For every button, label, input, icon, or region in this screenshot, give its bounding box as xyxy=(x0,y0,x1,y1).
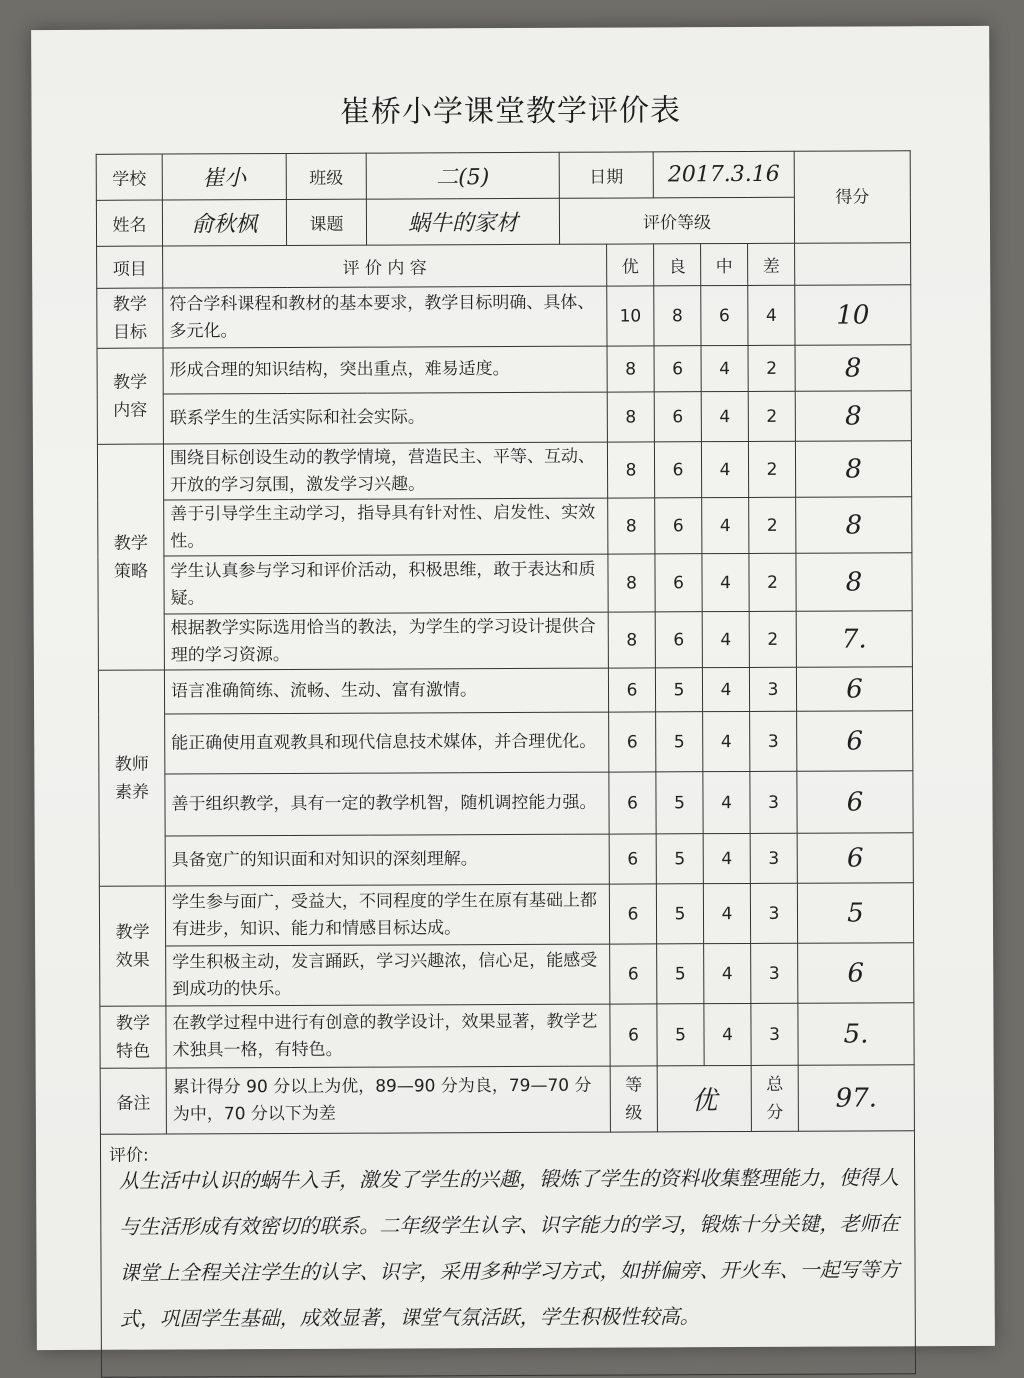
awarded-score: 8 xyxy=(795,391,911,442)
criteria-text: 学生认真参与学习和评价活动，积极思维，敢于表达和质疑。 xyxy=(164,554,608,614)
section-label: 教学内容 xyxy=(97,348,163,444)
item-label: 项目 xyxy=(97,246,163,288)
level-label: 等级 xyxy=(610,1066,657,1132)
points-you: 6 xyxy=(609,772,656,834)
criteria-row xyxy=(99,833,913,887)
awarded-score: 6 xyxy=(796,667,912,712)
points-you: 8 xyxy=(607,442,654,498)
points-you: 6 xyxy=(609,884,656,944)
awarded-score: 8 xyxy=(795,441,911,498)
points-you: 8 xyxy=(608,498,655,554)
level-value: 优 xyxy=(657,1065,751,1131)
points-cha: 3 xyxy=(750,771,797,833)
name-value: 俞秋枫 xyxy=(162,199,286,246)
points-zhong: 4 xyxy=(701,391,748,441)
points-liang: 6 xyxy=(654,346,701,392)
points-you: 6 xyxy=(610,944,657,1004)
section-label: 教学特色 xyxy=(100,1006,166,1068)
criteria-row xyxy=(99,771,913,837)
points-cha: 2 xyxy=(748,345,795,391)
awarded-score: 6 xyxy=(798,943,914,1004)
criteria-row xyxy=(99,883,913,947)
remarks-text: 累计得分 90 分以上为优，89—90 分为良，79—70 分为中，70 分以下为差 xyxy=(166,1066,610,1134)
class-label: 班级 xyxy=(286,153,366,199)
points-cha: 2 xyxy=(748,441,795,497)
criteria-text: 能正确使用直观教具和现代信息技术媒体，并合理优化。 xyxy=(165,712,609,774)
remarks-label: 备注 xyxy=(100,1068,166,1134)
points-liang: 5 xyxy=(656,772,703,834)
points-liang: 6 xyxy=(655,554,702,612)
points-liang: 5 xyxy=(656,712,703,772)
comment-label: 评价: xyxy=(108,1145,149,1166)
criteria-text: 语言准确简练、流畅、生动、富有激情。 xyxy=(164,668,608,714)
criteria-row xyxy=(97,391,911,445)
points-cha: 3 xyxy=(750,711,797,771)
points-liang: 6 xyxy=(655,498,702,554)
points-liang: 5 xyxy=(657,1004,704,1066)
points-liang: 5 xyxy=(656,834,703,884)
criteria-row xyxy=(97,441,911,501)
points-you: 6 xyxy=(610,1004,657,1066)
topic-label: 课题 xyxy=(286,199,366,245)
evaluation-sheet xyxy=(31,26,995,1350)
points-cha: 2 xyxy=(749,497,796,553)
criteria-text: 学生积极主动，发言踊跃，学习兴趣浓，信心足，能感受到成功的快乐。 xyxy=(166,944,610,1006)
rating-label: 评价等级 xyxy=(559,197,794,244)
header-row-3 xyxy=(97,243,911,289)
points-liang: 5 xyxy=(656,884,703,944)
points-you: 10 xyxy=(607,286,654,346)
points-zhong: 6 xyxy=(701,285,748,345)
points-you: 8 xyxy=(607,392,654,442)
points-you: 6 xyxy=(609,834,656,884)
criteria-text: 具备宽广的知识面和对知识的深刻理解。 xyxy=(165,834,609,886)
points-liang: 5 xyxy=(655,668,702,712)
criteria-text: 善于引导学生主动学习，指导具有针对性、启发性、实效性。 xyxy=(164,498,608,556)
criteria-text: 善于组织教学，具有一定的教学机智，随机调控能力强。 xyxy=(165,772,609,836)
awarded-score: 6 xyxy=(797,711,913,772)
section-label: 教师素养 xyxy=(98,670,165,886)
comment-text: 从生活中认识的蜗牛入手，激发了学生的兴趣，锻炼了学生的资料收集整理能力，使得人与生活形成有效密切的联系。二年级学生认字、识字能力的学习，锻炼十分关键，老师在课堂上全程关注学生的认字、识字，采用多种学习方式，如拼偏旁、开火车、一起写等方式，巩固学生基础，成效显著，课堂气氛活跃，学生积极性较高。 xyxy=(119,1165,900,1331)
header-row-2 xyxy=(96,197,910,247)
section-label: 教学策略 xyxy=(97,444,164,670)
criteria-row xyxy=(99,711,913,775)
points-zhong: 4 xyxy=(702,553,749,611)
evaluation-table xyxy=(96,150,916,1378)
grade-zhong-label: 中 xyxy=(701,243,748,285)
points-zhong: 4 xyxy=(701,345,748,391)
criteria-text: 根据教学实际选用恰当的教法，为学生的学习设计提供合理的学习资源。 xyxy=(164,612,608,670)
points-zhong: 4 xyxy=(703,883,750,943)
awarded-score: 7. xyxy=(796,611,912,668)
points-zhong: 4 xyxy=(702,611,749,667)
criteria-row xyxy=(100,1003,914,1069)
points-cha: 3 xyxy=(749,667,796,711)
points-cha: 2 xyxy=(749,553,796,611)
date-label: 日期 xyxy=(559,152,653,198)
date-value: 2017.3.16 xyxy=(653,151,794,198)
awarded-score: 6 xyxy=(797,833,913,884)
points-zhong: 4 xyxy=(703,711,750,771)
criteria-row xyxy=(100,943,914,1007)
points-zhong: 4 xyxy=(702,497,749,553)
points-you: 8 xyxy=(608,612,655,668)
score-header-blank xyxy=(795,243,911,286)
criteria-text: 符合学科课程和教材的基本要求，教学目标明确、具体、多元化。 xyxy=(163,286,607,348)
class-value: 二(5) xyxy=(366,152,559,199)
points-cha: 3 xyxy=(751,1003,798,1065)
points-cha: 3 xyxy=(751,943,798,1003)
criteria-row xyxy=(98,667,912,715)
content-label: 评 价 内 容 xyxy=(163,244,607,288)
section-label: 教学效果 xyxy=(99,886,166,1006)
awarded-score: 8 xyxy=(796,553,912,612)
points-liang: 5 xyxy=(657,944,704,1004)
awarded-score: 8 xyxy=(796,497,912,554)
criteria-text: 形成合理的知识结构，突出重点，难易适度。 xyxy=(163,346,607,394)
points-you: 6 xyxy=(608,668,655,712)
points-zhong: 4 xyxy=(701,441,748,497)
criteria-text: 在教学过程中进行有创意的教学设计，效果显著，教学艺术独具一格，有特色。 xyxy=(166,1004,610,1068)
school-label: 学校 xyxy=(96,154,162,200)
awarded-score: 8 xyxy=(795,345,911,392)
points-zhong: 4 xyxy=(704,943,751,1003)
criteria-text: 联系学生的生活实际和社会实际。 xyxy=(163,392,607,444)
criteria-text: 围绕目标创设生动的教学情境，营造民主、平等、互动、开放的学习氛围，激发学习兴趣。 xyxy=(163,442,607,500)
criteria-row xyxy=(98,553,912,615)
section-label: 教学目标 xyxy=(97,288,163,348)
points-cha: 2 xyxy=(749,611,796,667)
points-zhong: 4 xyxy=(702,667,749,711)
points-cha: 2 xyxy=(748,391,795,441)
score-header: 得分 xyxy=(794,151,910,244)
awarded-score: 6 xyxy=(797,771,913,834)
grade-liang-label: 良 xyxy=(654,244,701,286)
criteria-row xyxy=(97,345,911,395)
name-label: 姓名 xyxy=(96,200,162,246)
points-zhong: 4 xyxy=(704,1003,751,1065)
points-you: 6 xyxy=(609,712,656,772)
grade-cha-label: 差 xyxy=(748,243,795,285)
awarded-score: 10 xyxy=(795,285,911,346)
points-you: 8 xyxy=(607,346,654,392)
criteria-text: 学生参与面广，受益大，不同程度的学生在原有基础上都有进步，知识、能力和情感目标达成。 xyxy=(165,884,609,946)
awarded-score: 5 xyxy=(797,883,913,944)
comment-cell xyxy=(100,1131,915,1378)
page-title: 崔桥小学课堂教学评价表 xyxy=(339,93,682,130)
points-you: 8 xyxy=(608,554,655,612)
points-liang: 6 xyxy=(654,442,701,498)
criteria-row xyxy=(98,497,912,557)
points-cha: 3 xyxy=(750,833,797,883)
total-label: 总分 xyxy=(751,1065,798,1131)
topic-value: 蜗牛的家材 xyxy=(366,198,559,245)
points-liang: 6 xyxy=(654,392,701,442)
school-value: 崔小 xyxy=(162,153,286,200)
points-zhong: 4 xyxy=(703,771,750,833)
points-liang: 8 xyxy=(654,286,701,346)
grade-you-label: 优 xyxy=(607,244,654,286)
remarks-row xyxy=(100,1065,914,1135)
header-row-1 xyxy=(96,151,910,201)
points-zhong: 4 xyxy=(703,833,750,883)
points-cha: 3 xyxy=(750,883,797,943)
points-cha: 4 xyxy=(748,285,795,345)
criteria-row xyxy=(98,611,912,671)
criteria-row xyxy=(97,285,911,349)
comment-row xyxy=(100,1131,915,1378)
awarded-score: 5. xyxy=(798,1003,914,1066)
total-value: 97. xyxy=(798,1065,914,1132)
points-liang: 6 xyxy=(655,612,702,668)
